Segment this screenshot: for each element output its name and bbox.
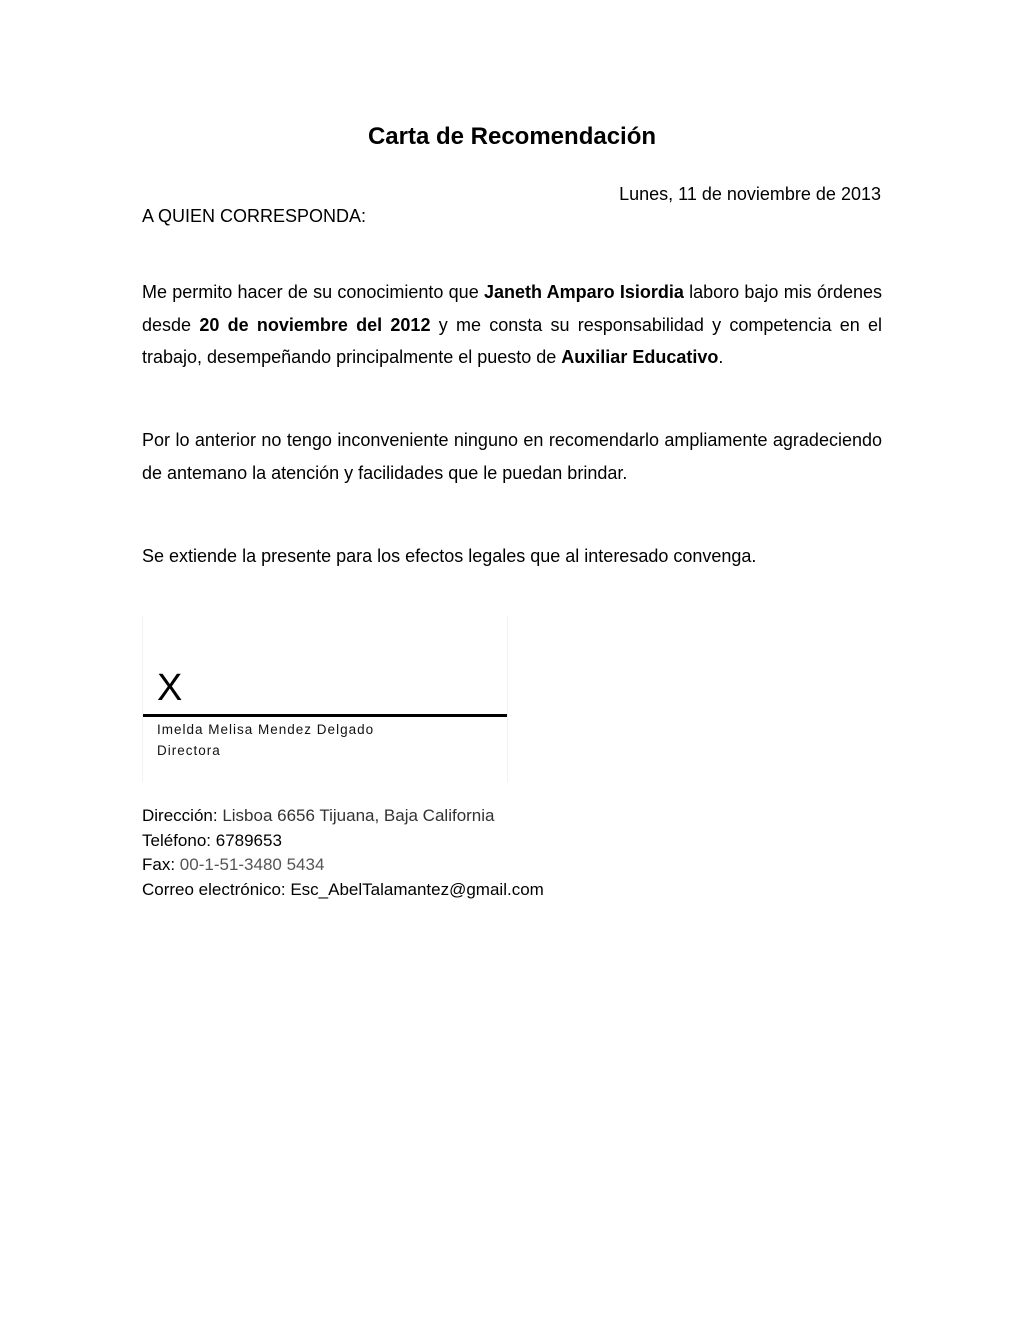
signature-mark: X bbox=[157, 667, 183, 709]
address-label: Dirección: bbox=[142, 806, 223, 825]
email-label: Correo electrónico: bbox=[142, 879, 291, 899]
letter-salutation: A QUIEN CORRESPONDA: bbox=[142, 206, 367, 226]
letter-title: Carta de Recomendación bbox=[367, 123, 657, 150]
fax-label: Fax: bbox=[142, 855, 180, 874]
employee-position: Auxiliar Educativo bbox=[561, 347, 719, 367]
contact-fax bbox=[142, 853, 544, 878]
signature-block bbox=[142, 616, 508, 782]
phone-value: 6789653 bbox=[215, 830, 282, 850]
signature-line bbox=[143, 714, 507, 717]
contact-phone bbox=[142, 829, 544, 854]
address-value: Lisboa 6656 Tijuana, Baja California bbox=[222, 806, 495, 825]
fax-value: 00-1-51-3480 5434 bbox=[179, 855, 325, 874]
phone-label: Teléfono: bbox=[142, 830, 216, 850]
email-value: Esc_AbelTalamantez@gmail.com bbox=[290, 879, 544, 899]
start-date: 20 de noviembre del 2012 bbox=[199, 314, 431, 335]
paragraph-introduction bbox=[142, 276, 882, 374]
signer-name: Imelda Melisa Mendez Delgado bbox=[157, 722, 375, 737]
paragraph-text: . bbox=[718, 347, 724, 367]
contact-info bbox=[142, 804, 544, 902]
paragraph-text: laboro bajo mis órdenes desde bbox=[142, 282, 882, 335]
paragraph-text: y me consta su responsabilidad y competencia en el trabajo, desempeñando principalmente el puesto de bbox=[142, 314, 882, 367]
paragraph-closing: Se extiende la presente para los efectos legales que al interesado convenga. bbox=[142, 546, 757, 566]
contact-address bbox=[142, 804, 544, 829]
letter-date: Lunes, 11 de noviembre de 2013 bbox=[619, 184, 881, 204]
employee-name: Janeth Amparo Isiordia bbox=[483, 282, 684, 302]
signer-role: Directora bbox=[157, 743, 221, 758]
paragraph-recommendation: Por lo anterior no tengo inconveniente ninguno en recomendarlo ampliamente agradeciendo de antemano la atención y facilidades que le puedan brindar. bbox=[142, 430, 882, 483]
contact-email bbox=[142, 878, 544, 903]
paragraph-text: Me permito hacer de su conocimiento que bbox=[142, 282, 484, 302]
